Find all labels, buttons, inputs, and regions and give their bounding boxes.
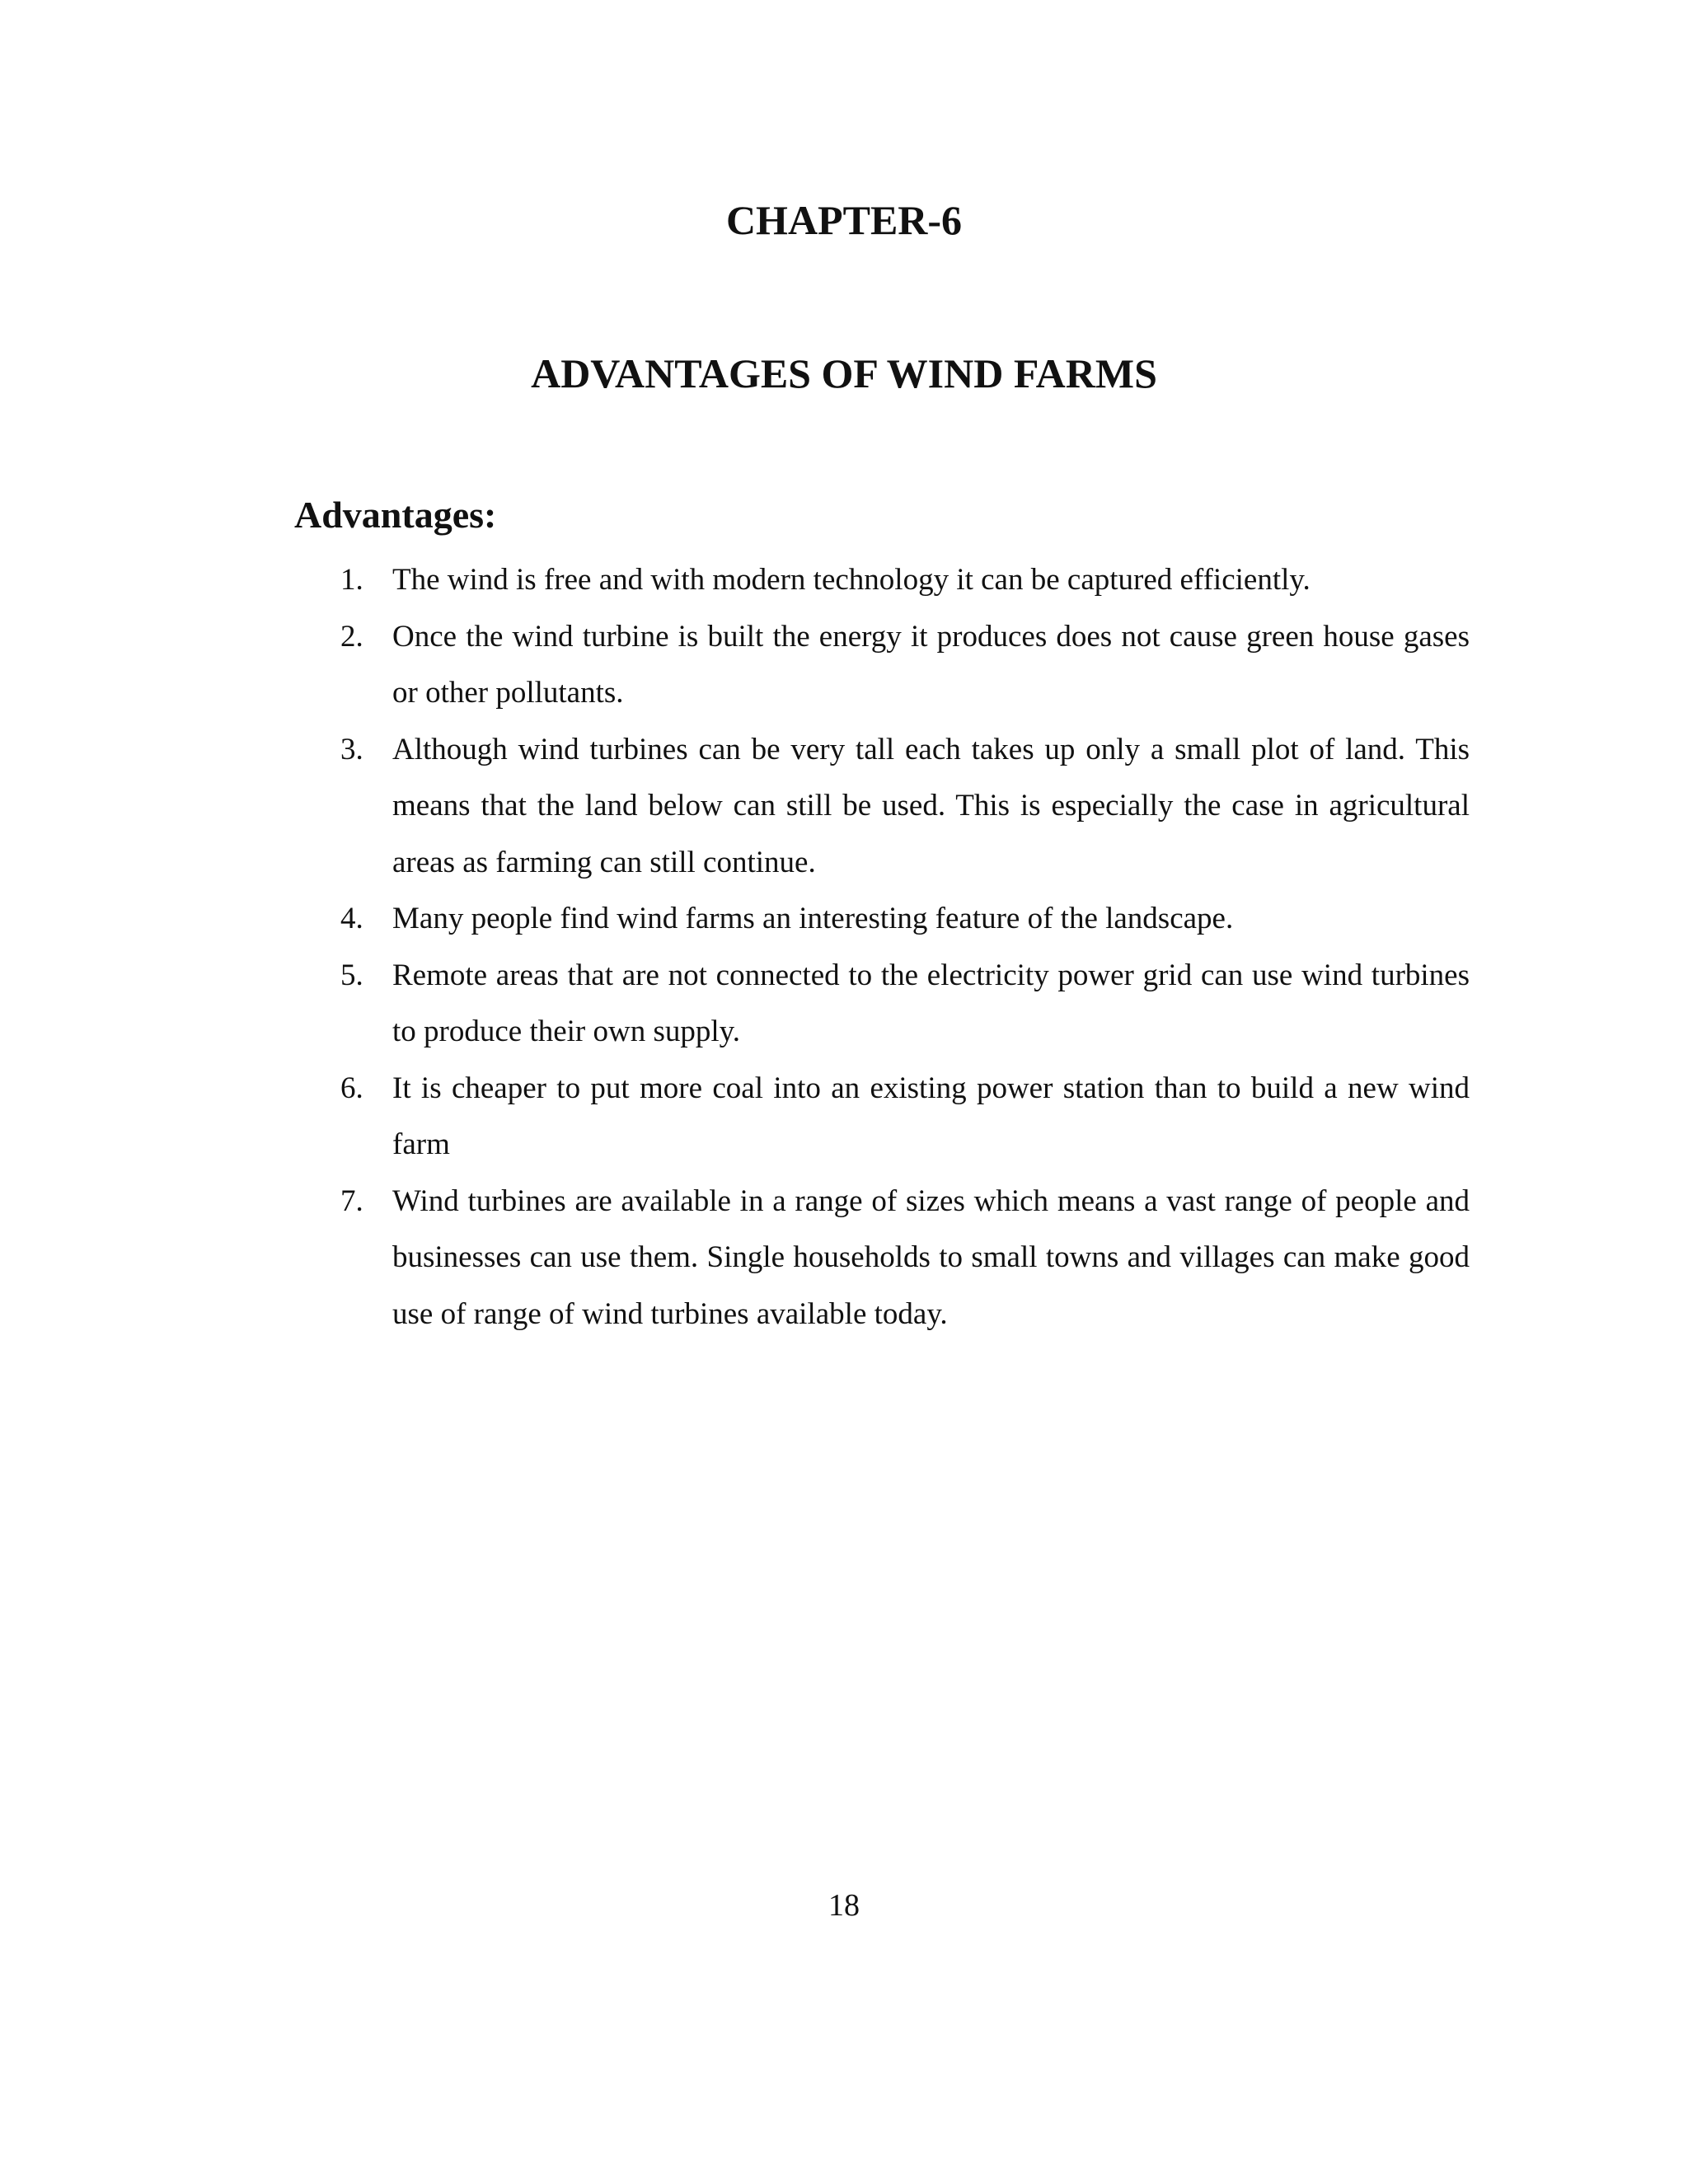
item-number: 7.: [340, 1183, 363, 1218]
section-title: ADVANTAGES OF WIND FARMS: [531, 350, 1157, 396]
item-text: Although wind turbines can be very tall each takes up only a small plot of land. This means that the land below can still be used. This is especially the case in agricultural areas as farming can still continue.: [392, 732, 1470, 879]
item-number: 2.: [340, 619, 363, 654]
item-text: Remote areas that are not connected to the electricity power grid can use wind turbines to produce their own supply.: [392, 958, 1470, 1048]
list-item: [340, 609, 1470, 722]
item-text: Wind turbines are available in a range of sizes which means a vast range of people and businesses can use them. Single households to small towns and villages can make good use of range of wind turbines available today.: [392, 1183, 1470, 1331]
advantages-list: [340, 552, 1470, 1343]
item-number: 1.: [340, 563, 363, 597]
item-text: Many people find wind farms an interesting feature of the landscape.: [392, 902, 1234, 935]
item-number: 4.: [340, 902, 363, 935]
item-number: 5.: [340, 958, 363, 992]
item-number: 3.: [340, 732, 363, 766]
item-text: It is cheaper to put more coal into an existing power station than to build a new wind farm: [392, 1071, 1470, 1161]
item-number: 6.: [340, 1071, 363, 1105]
item-text: The wind is free and with modern technology it can be captured efficiently.: [392, 563, 1311, 597]
chapter-title: CHAPTER-6: [725, 197, 963, 243]
list-item: [340, 1174, 1470, 1343]
list-item: [340, 948, 1470, 1061]
list-item: [340, 722, 1470, 892]
list-item: [340, 552, 1470, 609]
item-text: Once the wind turbine is built the energy it produces does not cause green house gases or other pollutants.: [392, 619, 1470, 710]
list-item: [340, 1061, 1470, 1174]
advantages-subheading: Advantages:: [294, 494, 497, 536]
page-number: 18: [828, 1888, 860, 1923]
list-item: [340, 891, 1470, 948]
